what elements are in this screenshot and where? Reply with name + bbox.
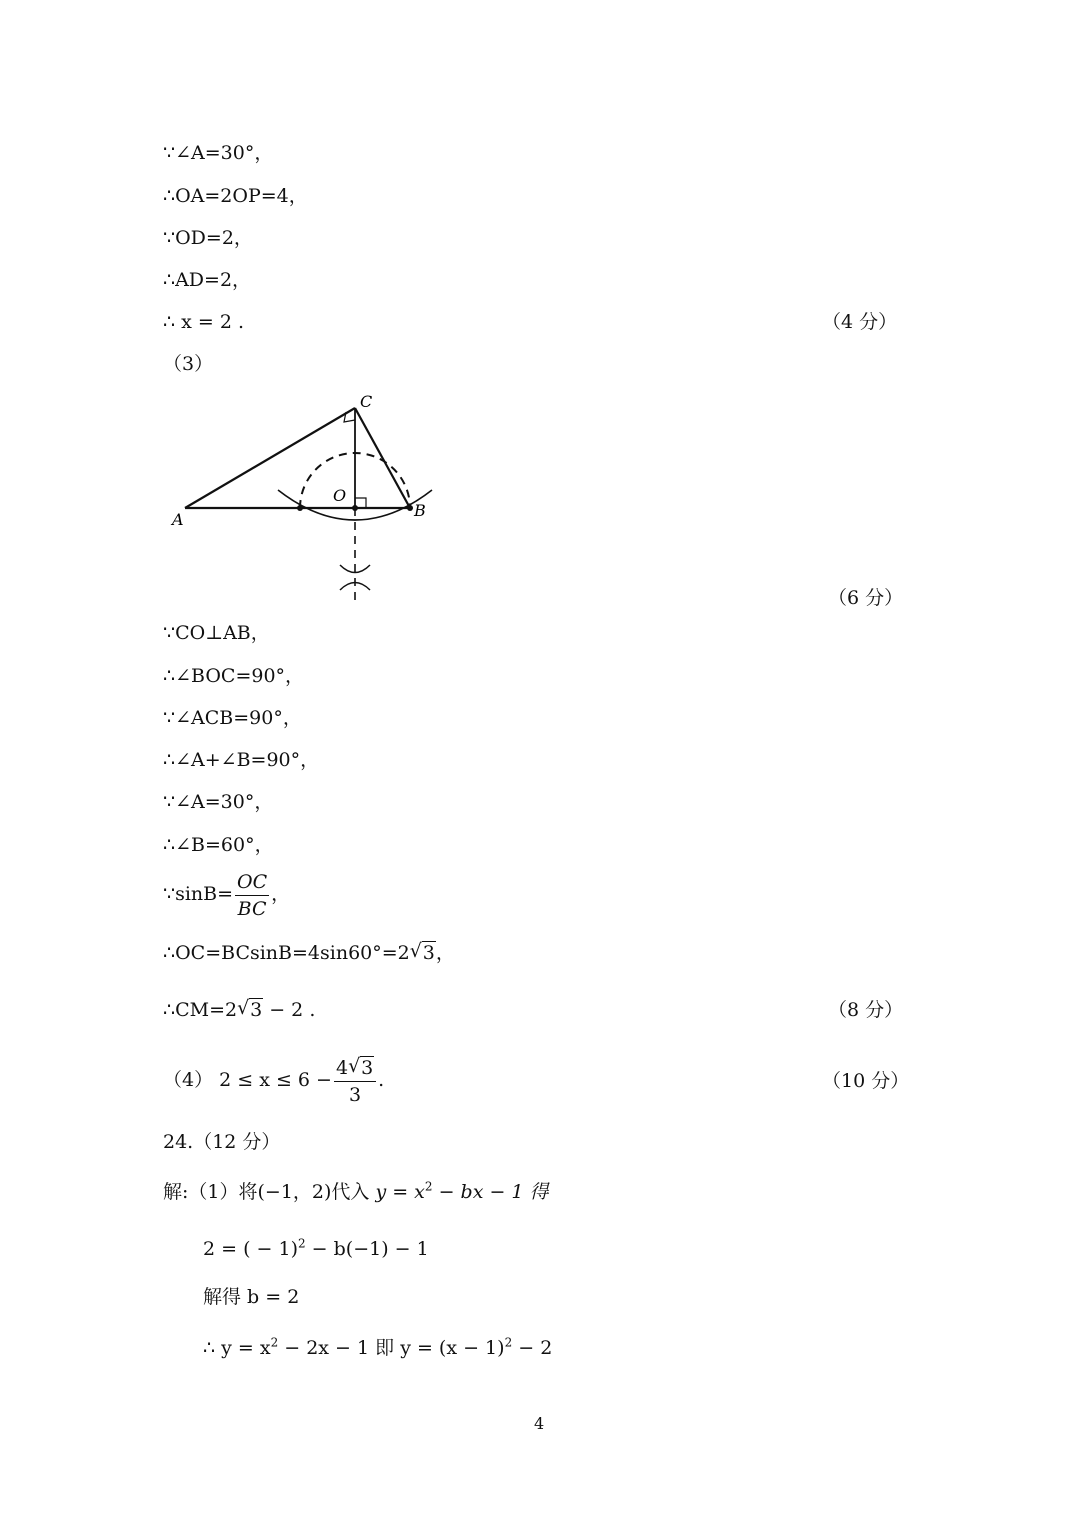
right-angle-c <box>344 412 355 422</box>
part-3-label: （3） <box>163 353 214 375</box>
text-line: ∴ x = 2 . <box>163 311 245 333</box>
text-line: ∵∠A=30°， <box>163 142 274 164</box>
text-line: ∴AD=2， <box>163 269 252 291</box>
label-c: C <box>360 392 373 411</box>
sinb-prefix: ∵sinB= <box>163 883 234 905</box>
fraction-num: OC <box>235 869 269 896</box>
cm-prefix: ∴CM=2 <box>163 999 238 1021</box>
q24-header: 24.（12 分） <box>163 1131 281 1153</box>
segment-ac <box>185 408 355 508</box>
fraction-den: BC <box>237 897 267 920</box>
radicand: 3 <box>422 942 435 964</box>
oc-suffix: ， <box>435 942 455 964</box>
proof-line: ∴∠BOC=90°， <box>163 665 305 687</box>
proof-line: ∵CO⊥AB， <box>163 622 270 644</box>
sinb-line <box>163 866 290 922</box>
point-b <box>407 505 413 511</box>
cm-suffix: − 2 . <box>263 999 316 1021</box>
proof-line: ∴∠B=60°， <box>163 834 274 856</box>
proof-line: ∵∠A=30°， <box>163 791 274 813</box>
q24-line-2: 2 = ( − 1)$^2$ − b(−1) − 1 <box>203 1236 429 1260</box>
fraction-num: 4 √ 3 <box>334 1055 376 1082</box>
radicand: 3 <box>250 999 263 1021</box>
sinb-suffix: ， <box>271 883 291 905</box>
fraction-oc-bc <box>235 869 269 922</box>
q24-line-1: 解:（1）将(−1，2)代入 $y = x^2$ − bx − 1 得 <box>163 1179 549 1203</box>
oc-prefix: ∴OC=BCsinB=4sin60°=2 <box>163 942 410 964</box>
label-o: O <box>333 486 347 505</box>
part4-suffix: . <box>378 1069 385 1091</box>
text-line: ∵OD=2， <box>163 227 253 249</box>
score-10: （10 分） <box>822 1070 910 1092</box>
label-b: B <box>414 501 426 520</box>
geometry-figure <box>160 385 460 605</box>
score-6: （6 分） <box>828 587 904 609</box>
q24-line-4: ∴ $y = x^2 - 2x - 1$ 即 $y = (x - 1)^2 - 2$ <box>203 1335 553 1359</box>
proof-line: ∵∠ACB=90°， <box>163 707 302 729</box>
fraction-part4 <box>334 1055 376 1108</box>
score-8: （8 分） <box>828 999 904 1021</box>
cm-line <box>163 998 315 1022</box>
q24-line-3: 解得 b = 2 <box>203 1286 300 1308</box>
fraction-den: 3 <box>349 1083 362 1106</box>
point-left <box>297 505 303 511</box>
proof-line: ∴∠A+∠B=90°， <box>163 749 320 771</box>
label-a: A <box>172 510 184 529</box>
text-line: ∴OA=2OP=4， <box>163 185 308 207</box>
point-o <box>352 505 358 511</box>
segment-cb <box>355 408 410 508</box>
sqrt: √ 3 <box>237 997 263 1021</box>
score-4: （4 分） <box>822 311 898 333</box>
page-number: 4 <box>534 1414 545 1433</box>
oc-line <box>163 941 455 965</box>
sqrt: √ 3 <box>409 940 435 964</box>
part4-prefix: （4） 2 ≤ x ≤ 6 − <box>163 1069 332 1091</box>
part-4-line <box>163 1052 384 1108</box>
